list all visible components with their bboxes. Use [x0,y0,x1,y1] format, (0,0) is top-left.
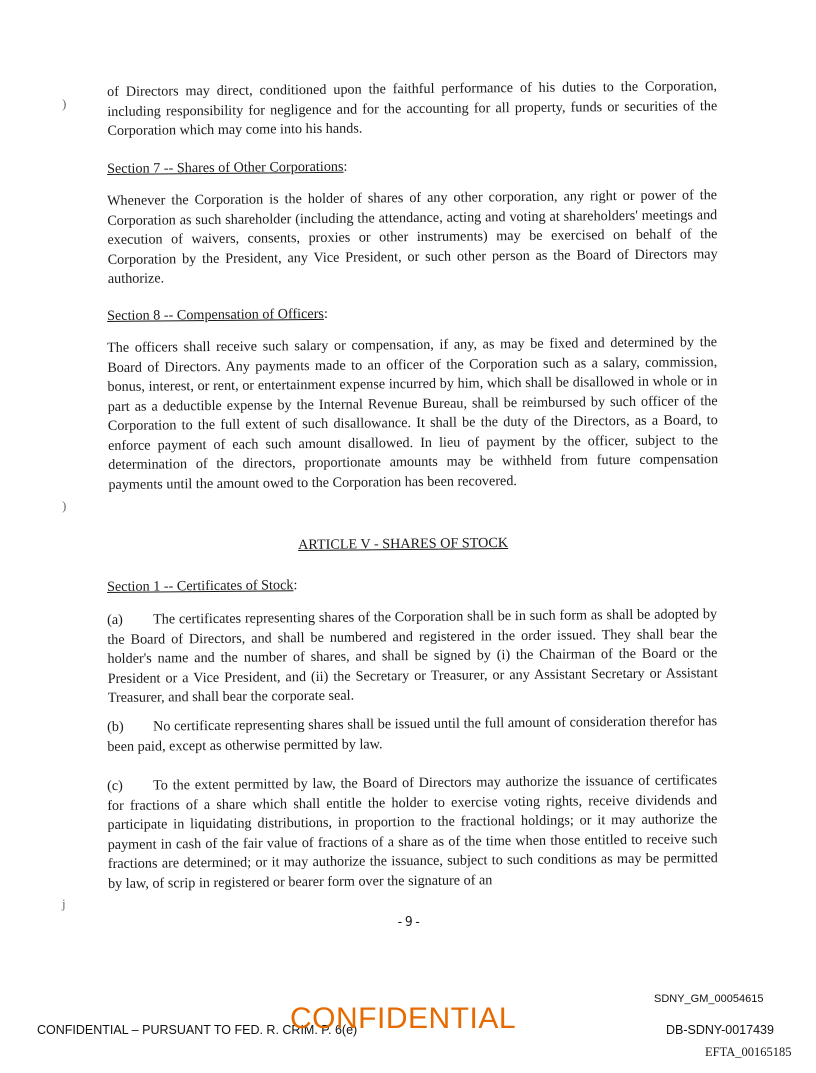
clause-label: (c) [107,777,123,794]
article-heading: ARTICLE V - SHARES OF STOCK [298,534,509,553]
bates-number-top: SDNY_GM_00054615 [654,993,764,1005]
section-8-body [107,333,718,495]
section-8-heading: Section 8 -- Compensation of Officers [107,305,324,324]
clause-c [107,771,718,894]
clause-text: The certificates representing shares of the Corporation shall be in such form as shall be adopted by the Board of Directors, and shall be numbered and registered in the order issued. They shall bear the holder's name and the number of shares, and shall be signed by (i) the Chairman of the Board or the President or a Vice President, and (ii) the Secretary or Treasurer, or any Assistant Secretary or Assistant Treasurer, and shall bear the corporate seal. [107,606,718,706]
scan-mark: ) [62,498,67,513]
clause-text: No certificate representing shares shall be issued until the full amount of consideration therefor has been paid, except as otherwise permitted by law. [107,713,718,755]
scan-mark: j [62,896,66,911]
section-7-body [107,186,718,289]
paragraph-continued [107,77,718,141]
clause-label: (b) [107,718,124,735]
confidential-notice: CONFIDENTIAL – PURSUANT TO FED. R. CRIM. P. 6(e) [37,1023,358,1037]
clause-b [107,712,717,757]
section-7: Section 7 -- Shares of Other Corporations: [107,158,348,177]
section-7-heading: Section 7 -- Shares of Other Corporations [107,158,344,177]
confidential-stamp: CONFIDENTIAL [290,1002,517,1035]
bates-number-right: DB-SDNY-0017439 [666,1023,774,1037]
section-1: Section 1 -- Certificates of Stock: [107,577,298,595]
clause-a [107,605,718,708]
section-1-heading: Section 1 -- Certificates of Stock [107,577,294,595]
clause-text: To the extent permitted by law, the Board of Directors may authorize the issuance of certificates for fractions of a share which shall entitle the holder to exercise voting rights, receive dividends and participate in liquidating distributions, in proportion to the fractional holdings; or it may authorize the payment in cash of the fair value of fractions of a share as of the time when those entitled to receive such fractions are determined; or it may authorize the issuance, subject to such conditions as may be permitted by law, of scrip in registered or bearer form over the signature of an [107,772,718,892]
paragraph-text: The officers shall receive such salary or compensation, if any, as may be fixed and determined by the Board of Directors. Any payments made to an officer of the Corporation such as a salary, commission, bonus, interest, or rent, or entertainment expense incurred by him, which shall be disallowed in whole or in part as a deductible expense by the Internal Revenue Bureau, shall be reimbursed by such officer of the Corporation to the full extent of such disallowance. It shall be the duty of the Directors, as a Board, to enforce payment of each such amount disallowed. In lieu of payment by the officer, subject to the determination of the directors, proportionate amounts may be withheld from future compensation payments until the amount owed to the Corporation has been recovered. [107,334,719,493]
paragraph-text: Whenever the Corporation is the holder of shares of any other corporation, any right or power of the Corporation as such shareholder (including the attendance, acting and voting at shareholders' meetings and execution of waivers, consents, proxies or other instruments) may be exercised on behalf of the Corporation by the President, any Vice President, or such other person as the Board of Directors may authorize. [107,187,718,287]
clause-label: (a) [107,611,123,628]
paragraph-text: of Directors may direct, conditioned upon the faithful performance of his duties to the Corporation, including responsibility for negligence and for the accounting for all property, funds or securities of the Corporation which may come into his hands. [107,78,718,139]
scan-mark: ) [62,96,67,111]
page-number: -9- [396,915,423,930]
efta-number: EFTA_00165185 [705,1045,792,1059]
section-8: Section 8 -- Compensation of Officers: [107,305,328,324]
